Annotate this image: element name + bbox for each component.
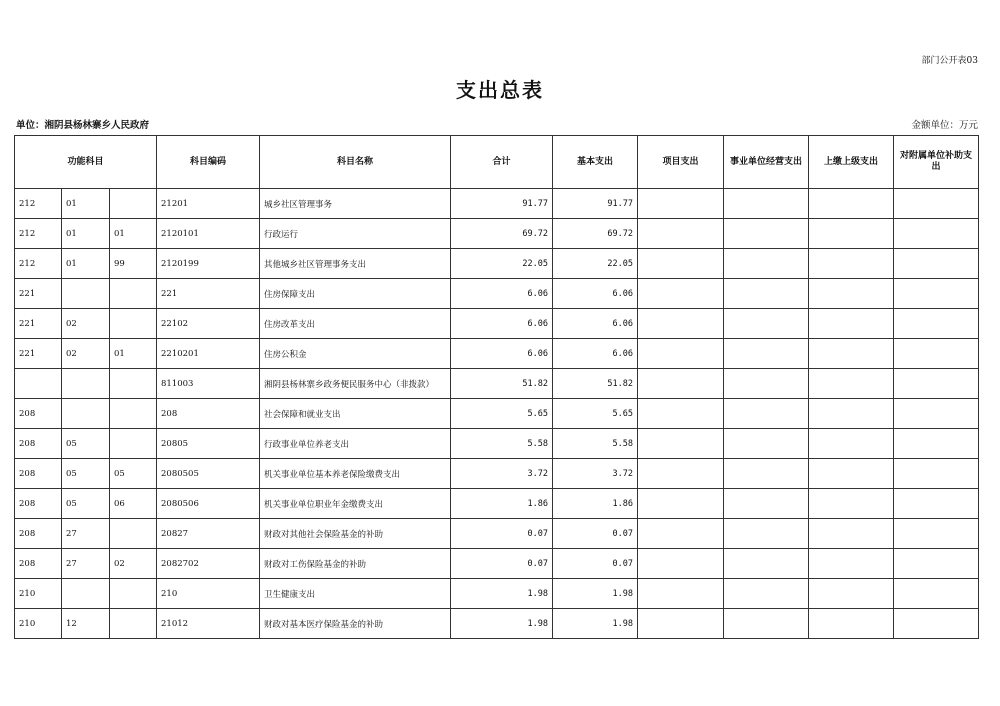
cell-subject-code: 2210201 (157, 339, 260, 369)
cell-subject-code: 2082702 (157, 549, 260, 579)
cell-func-l2 (62, 399, 110, 429)
cell-subject-code: 208 (157, 399, 260, 429)
cell-subject-name: 住房保障支出 (260, 279, 451, 309)
cell-func-l2 (62, 279, 110, 309)
cell-business (724, 339, 809, 369)
cell-total: 1.98 (451, 609, 553, 639)
header-basic: 基本支出 (553, 136, 638, 189)
cell-total: 51.82 (451, 369, 553, 399)
cell-business (724, 249, 809, 279)
cell-func-l1: 208 (15, 399, 62, 429)
amount-unit-label: 金额单位：万元 (911, 120, 978, 131)
cell-subject-name: 城乡社区管理事务 (260, 189, 451, 219)
cell-func-l2: 12 (62, 609, 110, 639)
cell-remit (809, 429, 894, 459)
cell-func-l3 (110, 279, 157, 309)
cell-func-l2: 05 (62, 429, 110, 459)
cell-basic: 6.06 (553, 279, 638, 309)
cell-subsidy (894, 249, 979, 279)
cell-remit (809, 339, 894, 369)
cell-project (638, 309, 724, 339)
cell-func-l1: 221 (15, 339, 62, 369)
cell-total: 3.72 (451, 459, 553, 489)
cell-subject-name: 财政对基本医疗保险基金的补助 (260, 609, 451, 639)
header-subject-name: 科目名称 (260, 136, 451, 189)
cell-basic: 5.65 (553, 399, 638, 429)
header-func-subject: 功能科目 (15, 136, 157, 189)
cell-subject-name: 湘阴县杨林寨乡政务便民服务中心（非拨款） (260, 369, 451, 399)
cell-func-l3: 99 (110, 249, 157, 279)
cell-total: 69.72 (451, 219, 553, 249)
cell-func-l1: 221 (15, 279, 62, 309)
cell-total: 0.07 (451, 519, 553, 549)
cell-subsidy (894, 519, 979, 549)
table-row (15, 219, 979, 249)
cell-project (638, 219, 724, 249)
cell-subsidy (894, 399, 979, 429)
table-row (15, 279, 979, 309)
cell-business (724, 309, 809, 339)
header-remit: 上缴上级支出 (809, 136, 894, 189)
expenditure-table (14, 135, 979, 639)
cell-business (724, 369, 809, 399)
cell-basic: 0.07 (553, 519, 638, 549)
cell-business (724, 489, 809, 519)
cell-func-l1: 210 (15, 609, 62, 639)
cell-subject-code: 21012 (157, 609, 260, 639)
cell-func-l3 (110, 309, 157, 339)
cell-func-l1: 208 (15, 489, 62, 519)
cell-subject-name: 行政运行 (260, 219, 451, 249)
header-subsidy: 对附属单位补助支出 (894, 136, 979, 189)
cell-func-l3 (110, 579, 157, 609)
cell-func-l2: 05 (62, 489, 110, 519)
cell-subsidy (894, 369, 979, 399)
cell-func-l2: 01 (62, 189, 110, 219)
cell-subsidy (894, 339, 979, 369)
cell-func-l3 (110, 369, 157, 399)
cell-subsidy (894, 489, 979, 519)
cell-remit (809, 189, 894, 219)
cell-basic: 5.58 (553, 429, 638, 459)
cell-func-l2 (62, 579, 110, 609)
table-row (15, 369, 979, 399)
cell-basic: 1.86 (553, 489, 638, 519)
cell-project (638, 579, 724, 609)
cell-func-l3: 06 (110, 489, 157, 519)
cell-subject-code: 20827 (157, 519, 260, 549)
cell-func-l3 (110, 429, 157, 459)
cell-project (638, 549, 724, 579)
cell-func-l3: 05 (110, 459, 157, 489)
cell-business (724, 429, 809, 459)
cell-func-l1: 212 (15, 189, 62, 219)
cell-subject-code: 22102 (157, 309, 260, 339)
cell-subject-code: 811003 (157, 369, 260, 399)
cell-subject-code: 2120101 (157, 219, 260, 249)
table-row (15, 549, 979, 579)
header-project: 项目支出 (638, 136, 724, 189)
cell-subject-name: 住房公积金 (260, 339, 451, 369)
cell-subject-name: 机关事业单位职业年金缴费支出 (260, 489, 451, 519)
cell-func-l3 (110, 609, 157, 639)
cell-subsidy (894, 219, 979, 249)
cell-project (638, 519, 724, 549)
cell-func-l1: 212 (15, 219, 62, 249)
cell-func-l1 (15, 369, 62, 399)
cell-func-l2: 27 (62, 519, 110, 549)
cell-subject-code: 2080505 (157, 459, 260, 489)
cell-business (724, 519, 809, 549)
unit-label: 单位：湘阴县杨林寨乡人民政府 (16, 120, 150, 131)
cell-subject-name: 社会保障和就业支出 (260, 399, 451, 429)
cell-business (724, 189, 809, 219)
cell-func-l2: 02 (62, 309, 110, 339)
table-row (15, 339, 979, 369)
cell-subsidy (894, 549, 979, 579)
table-row (15, 489, 979, 519)
cell-total: 1.98 (451, 579, 553, 609)
table-row (15, 189, 979, 219)
cell-project (638, 489, 724, 519)
cell-subsidy (894, 189, 979, 219)
table-row (15, 519, 979, 549)
cell-subject-name: 住房改革支出 (260, 309, 451, 339)
cell-business (724, 219, 809, 249)
cell-total: 91.77 (451, 189, 553, 219)
cell-func-l2: 01 (62, 249, 110, 279)
cell-remit (809, 279, 894, 309)
cell-total: 6.06 (451, 309, 553, 339)
cell-remit (809, 609, 894, 639)
cell-remit (809, 399, 894, 429)
cell-business (724, 579, 809, 609)
cell-subject-name: 机关事业单位基本养老保险缴费支出 (260, 459, 451, 489)
cell-func-l3 (110, 519, 157, 549)
table-row (15, 249, 979, 279)
cell-subsidy (894, 609, 979, 639)
cell-project (638, 279, 724, 309)
cell-subject-name: 财政对其他社会保险基金的补助 (260, 519, 451, 549)
cell-basic: 1.98 (553, 579, 638, 609)
cell-remit (809, 579, 894, 609)
cell-basic: 6.06 (553, 339, 638, 369)
cell-func-l1: 212 (15, 249, 62, 279)
cell-project (638, 399, 724, 429)
table-row (15, 309, 979, 339)
cell-subject-code: 2120199 (157, 249, 260, 279)
cell-total: 0.07 (451, 549, 553, 579)
table-row (15, 579, 979, 609)
cell-subsidy (894, 279, 979, 309)
cell-basic: 1.98 (553, 609, 638, 639)
cell-subject-name: 其他城乡社区管理事务支出 (260, 249, 451, 279)
cell-subject-code: 20805 (157, 429, 260, 459)
cell-remit (809, 369, 894, 399)
cell-func-l3: 01 (110, 219, 157, 249)
cell-func-l1: 208 (15, 519, 62, 549)
header-business: 事业单位经营支出 (724, 136, 809, 189)
cell-business (724, 609, 809, 639)
cell-subsidy (894, 459, 979, 489)
cell-total: 6.06 (451, 339, 553, 369)
cell-func-l3: 01 (110, 339, 157, 369)
cell-func-l2: 02 (62, 339, 110, 369)
cell-basic: 22.05 (553, 249, 638, 279)
cell-subject-code: 221 (157, 279, 260, 309)
cell-subject-code: 2080506 (157, 489, 260, 519)
cell-project (638, 249, 724, 279)
cell-project (638, 339, 724, 369)
cell-project (638, 369, 724, 399)
cell-total: 5.58 (451, 429, 553, 459)
cell-remit (809, 519, 894, 549)
table-row (15, 609, 979, 639)
page-title: 支出总表 (456, 78, 544, 102)
cell-subject-name: 行政事业单位养老支出 (260, 429, 451, 459)
cell-project (638, 189, 724, 219)
cell-project (638, 609, 724, 639)
cell-basic: 51.82 (553, 369, 638, 399)
cell-func-l1: 210 (15, 579, 62, 609)
cell-basic: 0.07 (553, 549, 638, 579)
cell-func-l3 (110, 189, 157, 219)
cell-basic: 91.77 (553, 189, 638, 219)
cell-remit (809, 309, 894, 339)
cell-func-l1: 221 (15, 309, 62, 339)
cell-func-l2: 01 (62, 219, 110, 249)
cell-remit (809, 219, 894, 249)
cell-project (638, 429, 724, 459)
cell-remit (809, 249, 894, 279)
form-id: 部门公开表03 (921, 56, 978, 66)
cell-basic: 3.72 (553, 459, 638, 489)
cell-subsidy (894, 429, 979, 459)
cell-func-l1: 208 (15, 549, 62, 579)
cell-basic: 69.72 (553, 219, 638, 249)
cell-business (724, 549, 809, 579)
cell-func-l1: 208 (15, 459, 62, 489)
cell-subsidy (894, 579, 979, 609)
cell-remit (809, 489, 894, 519)
table-row (15, 429, 979, 459)
cell-func-l1: 208 (15, 429, 62, 459)
cell-total: 1.86 (451, 489, 553, 519)
header-total: 合计 (451, 136, 553, 189)
table-row (15, 399, 979, 429)
cell-business (724, 459, 809, 489)
cell-basic: 6.06 (553, 309, 638, 339)
cell-func-l3: 02 (110, 549, 157, 579)
cell-remit (809, 459, 894, 489)
cell-business (724, 279, 809, 309)
cell-total: 5.65 (451, 399, 553, 429)
cell-remit (809, 549, 894, 579)
cell-project (638, 459, 724, 489)
cell-subject-name: 财政对工伤保险基金的补助 (260, 549, 451, 579)
cell-func-l2: 27 (62, 549, 110, 579)
cell-subject-code: 210 (157, 579, 260, 609)
table-header-row (15, 136, 979, 189)
cell-func-l3 (110, 399, 157, 429)
cell-total: 6.06 (451, 279, 553, 309)
cell-total: 22.05 (451, 249, 553, 279)
cell-subject-code: 21201 (157, 189, 260, 219)
cell-subsidy (894, 309, 979, 339)
table-row (15, 459, 979, 489)
cell-business (724, 399, 809, 429)
header-subject-code: 科目编码 (157, 136, 260, 189)
cell-func-l2: 05 (62, 459, 110, 489)
cell-func-l2 (62, 369, 110, 399)
cell-subject-name: 卫生健康支出 (260, 579, 451, 609)
